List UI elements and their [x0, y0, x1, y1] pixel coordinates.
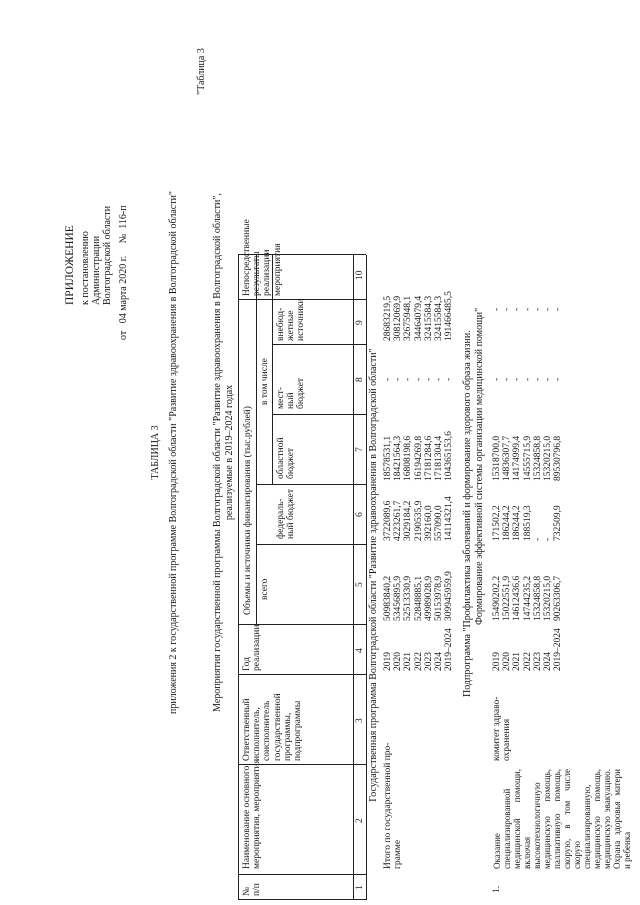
- table-cell: -: [393, 377, 404, 381]
- header-num: № п/п: [242, 883, 263, 896]
- table-cell: 15320215,0: [543, 575, 554, 621]
- table-cell: 32415584,3: [423, 295, 434, 341]
- table-cell: -: [423, 377, 434, 381]
- table-cell: -: [553, 377, 564, 381]
- table-cell: 191466485,5: [444, 291, 455, 341]
- table-cell: 14836307,7: [502, 435, 513, 481]
- table-cell: 89530796,8: [553, 435, 564, 481]
- table-cell: 2190535,9: [413, 500, 424, 541]
- table-cell: 52848885,1: [413, 575, 424, 621]
- table-cell: -: [532, 537, 543, 541]
- table-cell: 2019: [492, 652, 502, 671]
- row1-executor: комитет здраво- охранения: [492, 696, 513, 761]
- table-cell: 392160,0: [423, 505, 434, 541]
- subprogram-line-1: Подпрограмма "Профилактика заболеваний и формирование здорового образа жизни.: [462, 330, 473, 697]
- section-row-label: Итого по государственной про- грамме: [383, 742, 404, 869]
- table-cell: 2019–2024: [444, 628, 455, 671]
- header-year: Год реализации: [242, 624, 263, 671]
- table-cell: 2024: [543, 652, 554, 671]
- table-cell: 3029184,2: [403, 500, 414, 541]
- header-federal: федераль- ный бюджет: [276, 488, 297, 539]
- colnum-6: 6: [355, 512, 365, 517]
- table-cell: 186244,2: [512, 505, 523, 541]
- appendix-title: ПРИЛОЖЕНИЕ: [64, 225, 76, 305]
- table-cell: 2023: [532, 652, 543, 671]
- table-cell: 188519,3: [522, 505, 533, 541]
- table-cell: -: [383, 377, 393, 381]
- table-cell: 557090,0: [434, 505, 445, 541]
- table-cell: 2020: [502, 652, 513, 671]
- table-cell: 50153978,9: [434, 575, 445, 621]
- table-cell: -: [502, 307, 513, 311]
- table-cell: 732509,9: [553, 505, 564, 541]
- table-cell: 104365153,6: [444, 431, 455, 481]
- section-years: [383, 628, 454, 671]
- table-cell: 171502,2: [492, 505, 502, 541]
- subprogram-line-2: Формирование эффективной системы организации медицинской помощи": [474, 307, 485, 625]
- row1-regional: [492, 436, 563, 481]
- table-cell: -: [543, 307, 554, 311]
- table-cell: -: [543, 537, 554, 541]
- appendix-line-3: Волгоградской области: [102, 205, 113, 305]
- appendix-line-1: к постановлению: [80, 231, 91, 305]
- table-cell: 90263306,7: [553, 575, 564, 621]
- table-cell: 2022: [522, 652, 533, 671]
- table-cell: 15318700,0: [492, 435, 502, 481]
- table-cell: -: [434, 377, 445, 381]
- table-cell: 309945959,9: [444, 571, 455, 621]
- table-cell: 34464079,4: [413, 295, 424, 341]
- table-cell: -: [444, 377, 455, 381]
- decree-date-line: [118, 205, 129, 340]
- table-cell: 14744235,2: [522, 575, 533, 621]
- section-local: [383, 378, 454, 381]
- header-regional: областной бюджет: [276, 437, 297, 479]
- appendix-line-2: Администрации: [91, 235, 102, 305]
- table-cell: 2019–2024: [553, 628, 564, 671]
- colnum-2: 2: [355, 818, 365, 823]
- table-label: "Таблица 3: [196, 48, 207, 95]
- table-cell: 186244,2: [502, 505, 513, 541]
- table-cell: 2022: [413, 652, 424, 671]
- date-value: 04 марта 2020 г.: [118, 255, 129, 324]
- table-cell: 52513330,9: [403, 575, 414, 621]
- table-cell: 32415584,3: [434, 295, 445, 341]
- colnum-8: 8: [355, 377, 365, 382]
- table-cell: 49989028,9: [423, 575, 434, 621]
- table-cell: 15324858,8: [532, 575, 543, 621]
- header-total: всего: [260, 578, 270, 600]
- table-cell: -: [413, 377, 424, 381]
- number-prefix: №: [118, 233, 129, 244]
- title-line-3: Мероприятия государственной программы Волгоградской области "Развитие здравоохранения в Волгоградской области",: [212, 193, 223, 712]
- table-cell: 17181304,4: [434, 435, 445, 481]
- table-cell: 15324858,8: [532, 435, 543, 481]
- table-cell: -: [522, 377, 533, 381]
- table-cell: 4223261,7: [393, 500, 404, 541]
- table-cell: 15490202,2: [492, 575, 502, 621]
- table-cell: 18578531,1: [383, 435, 393, 481]
- row1-local: [492, 378, 563, 381]
- table-cell: 2021: [403, 652, 414, 671]
- table-cell: 53456895,9: [393, 575, 404, 621]
- table-cell: 14114321,4: [444, 496, 455, 541]
- table-cell: 2024: [434, 652, 445, 671]
- table-cell: 18421564,3: [393, 435, 404, 481]
- colnum-7: 7: [355, 447, 365, 452]
- title-line-4: реализуемые в 2019–2024 годах: [224, 384, 235, 521]
- table-cell: -: [522, 307, 533, 311]
- colnum-9: 9: [355, 320, 365, 325]
- table-cell: 2020: [393, 652, 404, 671]
- colnum-1: 1: [355, 885, 365, 890]
- header-extra: внебюд- жетные источники: [276, 298, 307, 341]
- row1-extra: [492, 308, 563, 311]
- header-event-name: Наименование основного мероприятия, мероприятия: [242, 759, 263, 869]
- colnum-3: 3: [355, 718, 365, 723]
- section-title: Государственная программа Волгоградской области "Развитие здравоохранения в Волгоградской области": [368, 348, 379, 802]
- table-cell: 14174999,4: [512, 435, 523, 481]
- table-cell: -: [492, 377, 502, 381]
- header-local: мест- ный бюджет: [276, 377, 307, 409]
- table-cell: -: [512, 377, 523, 381]
- table-cell: 16194269,8: [413, 435, 424, 481]
- row1-num: 1.: [492, 885, 502, 893]
- date-prefix: от: [118, 330, 129, 340]
- table-cell: 2023: [423, 652, 434, 671]
- section-total: [383, 571, 454, 621]
- table-cell: -: [553, 307, 564, 311]
- table-cell: 16808198,6: [403, 435, 414, 481]
- header-funding-title: Объемы и источники финансирования (тыс.рублей): [243, 406, 253, 615]
- table-cell: -: [492, 307, 502, 311]
- table-cell: -: [403, 377, 414, 381]
- table-cell: 2019: [383, 652, 393, 671]
- row1-event-text: Оказание специализированной медицинской помощи, включая высокотехнологичную медицинскую помощь, паллиативную помощь, скорую, в том числе скорую специализированную, медицинскую помощь, медицинскую эвакуацию. Охрана здоровья матери и ребенка: [492, 769, 632, 869]
- table-cell: 2021: [512, 652, 523, 671]
- table-cell: 3722089,6: [383, 500, 393, 541]
- section-federal: [383, 496, 454, 541]
- row1-total: [492, 576, 563, 621]
- title-line-2: приложения 2 к государственной программе Волгоградской области "Развитие здравоохранения в Волгоградской области": [168, 190, 179, 715]
- row1-years: [492, 628, 563, 671]
- row1-federal: [492, 505, 563, 541]
- title-caps: ТАБЛИЦА 3: [150, 425, 161, 480]
- number-value: 116-п: [118, 205, 129, 229]
- table-cell: -: [512, 307, 523, 311]
- table-cell: -: [543, 377, 554, 381]
- header-executor: Ответственный исполнитель, соисполнитель государственной программы, подпрограммы: [242, 693, 304, 761]
- colnum-5: 5: [355, 582, 365, 587]
- table-cell: 14612436,6: [512, 575, 523, 621]
- table-cell: 15320215,0: [543, 435, 554, 481]
- table-cell: 50983840,2: [383, 575, 393, 621]
- section-regional: [383, 431, 454, 481]
- table-cell: 17181284,6: [423, 435, 434, 481]
- header-results: Непосредственные результаты реализации мероприятия: [242, 219, 283, 296]
- table-cell: -: [532, 307, 543, 311]
- table-cell: 14555715,9: [522, 435, 533, 481]
- table-cell: -: [502, 377, 513, 381]
- table-cell: 28683219,5: [383, 295, 393, 341]
- table-cell: 30812069,9: [393, 295, 404, 341]
- table-cell: -: [532, 377, 543, 381]
- table-cell: 15022551,9: [502, 575, 513, 621]
- colnum-10: 10: [355, 270, 365, 280]
- table-cell: 32675948,1: [403, 295, 414, 341]
- header-including: в том числе: [260, 358, 270, 405]
- section-extra: [383, 291, 454, 341]
- colnum-4: 4: [355, 648, 365, 653]
